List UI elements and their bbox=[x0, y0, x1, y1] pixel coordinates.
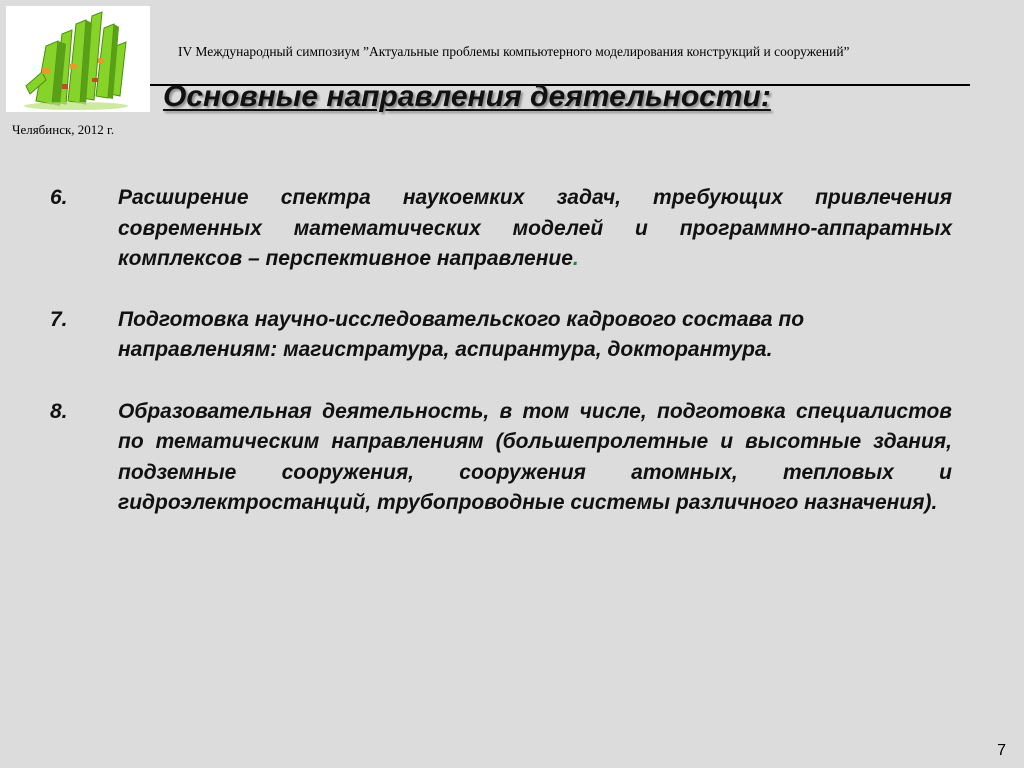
symposium-header: IV Международный симпозиум ”Актуальные проблемы компьютерного моделирования конструкций и сооружений” bbox=[178, 44, 850, 59]
list-item-text: Подготовка научно-исследовательского кадрового состава по направлениям: магистратура, аспирантура, докторантура. bbox=[118, 307, 805, 361]
list-item-number: 8. bbox=[50, 399, 68, 423]
list-item-text: Расширение спектра наукоемких задач, требующих привлечения современных математических моделей и программно-аппаратных комплексов – перспективное направление bbox=[118, 186, 952, 270]
list-item bbox=[50, 183, 952, 275]
list-item-number: 7. bbox=[50, 307, 68, 331]
list-item-trailing-dot: . bbox=[572, 247, 579, 270]
symposium-logo bbox=[6, 6, 150, 112]
list-item-text: Образовательная деятельность, в том числе, подготовка специалистов по тематическим направлениям (большепролетные и высотные здания, подземные сооружения, сооружения атомных, тепловых и гидроэлектростанций, трубопроводные системы различного назначения). bbox=[118, 399, 952, 514]
page-number: 7 bbox=[997, 742, 1006, 759]
numbered-list bbox=[50, 183, 952, 519]
slide-title: Основные направления деятельности: bbox=[163, 80, 771, 113]
city-date: Челябинск, 2012 г. bbox=[12, 122, 115, 137]
list-item bbox=[50, 397, 952, 519]
list-item bbox=[50, 305, 952, 366]
list-item-number: 6. bbox=[50, 186, 68, 209]
